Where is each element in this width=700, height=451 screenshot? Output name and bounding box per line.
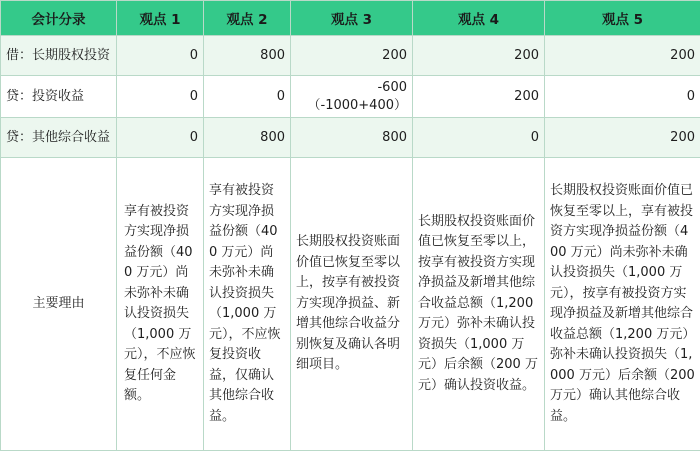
header-view-5: 观点 5 <box>545 1 700 36</box>
header-view-1: 观点 1 <box>117 1 204 36</box>
row-label-credit-oci: 贷：其他综合收益 <box>1 118 117 158</box>
cell-value: 0 <box>117 76 204 118</box>
reason-cell <box>545 158 700 451</box>
reason-cell <box>291 158 413 451</box>
row-label-main-reason: 主要理由 <box>1 158 117 451</box>
header-view-3: 观点 3 <box>291 1 413 36</box>
header-view-4: 观点 4 <box>413 1 545 36</box>
cell-value: 0 <box>117 36 204 76</box>
reason-text: 长期股权投资账面价值已恢复至零以上，按享有被投资方实现净损益、新增其他综合收益分别恢复及确认各明细项目。 <box>296 234 401 373</box>
cell-value: 0 <box>204 76 291 118</box>
cell-value: 800 <box>204 36 291 76</box>
cell-value: 200 <box>545 36 700 76</box>
cell-value: 200 <box>291 36 413 76</box>
reason-text: 长期股权投资账面价值已恢复至零以上，按享有被投资方实现净损益及新增其他综合收益总额（1,200 万元）弥补未确认投资损失（1,000 万元）后余额（200 万元）确认投资收益。 <box>418 213 538 393</box>
reason-cell <box>117 158 204 451</box>
reason-cell <box>413 158 545 451</box>
cell-value: 800 <box>291 118 413 158</box>
cell-value: 800 <box>204 118 291 158</box>
row-label-debit-ltei: 借：长期股权投资 <box>1 36 117 76</box>
reason-text: 长期股权投资账面价值已恢复至零以上，享有被投资方实现净损益份额（400 万元）尚未弥补未确认投资损失（1,000 万元），按享有被投资方实现净损益及新增其他综合收益总额（1,200 万元）弥补未确认投资损失（1,000 万元）后余额（200 万元）确认其他综合收益。 <box>550 183 695 424</box>
table-header-row <box>1 1 700 36</box>
cell-value: 200 <box>413 76 545 118</box>
cell-value: 0 <box>117 118 204 158</box>
header-entry: 会计分录 <box>1 1 117 36</box>
table-row <box>1 118 700 158</box>
header-view-2: 观点 2 <box>204 1 291 36</box>
reason-text: 享有被投资方实现净损益份额（400 万元）尚未弥补未确认投资损失（1,000 万元），不应恢复任何金额。 <box>124 203 196 403</box>
reason-cell <box>204 158 291 451</box>
table-row <box>1 36 700 76</box>
table-row <box>1 76 700 118</box>
row-label-credit-investment-income: 贷：投资收益 <box>1 76 117 118</box>
reason-text: 享有被投资方实现净损益份额（400 万元）尚未弥补未确认投资损失（1,000 万元），不应恢复投资收益，仅确认其他综合收益。 <box>209 183 281 424</box>
cell-value-multiline: -600 （-1000+400） <box>291 76 413 118</box>
cell-value: 0 <box>545 76 700 118</box>
cell-value: 0 <box>413 118 545 158</box>
cell-value: 200 <box>413 36 545 76</box>
table-row-reasons <box>1 158 700 451</box>
cell-value: 200 <box>545 118 700 158</box>
